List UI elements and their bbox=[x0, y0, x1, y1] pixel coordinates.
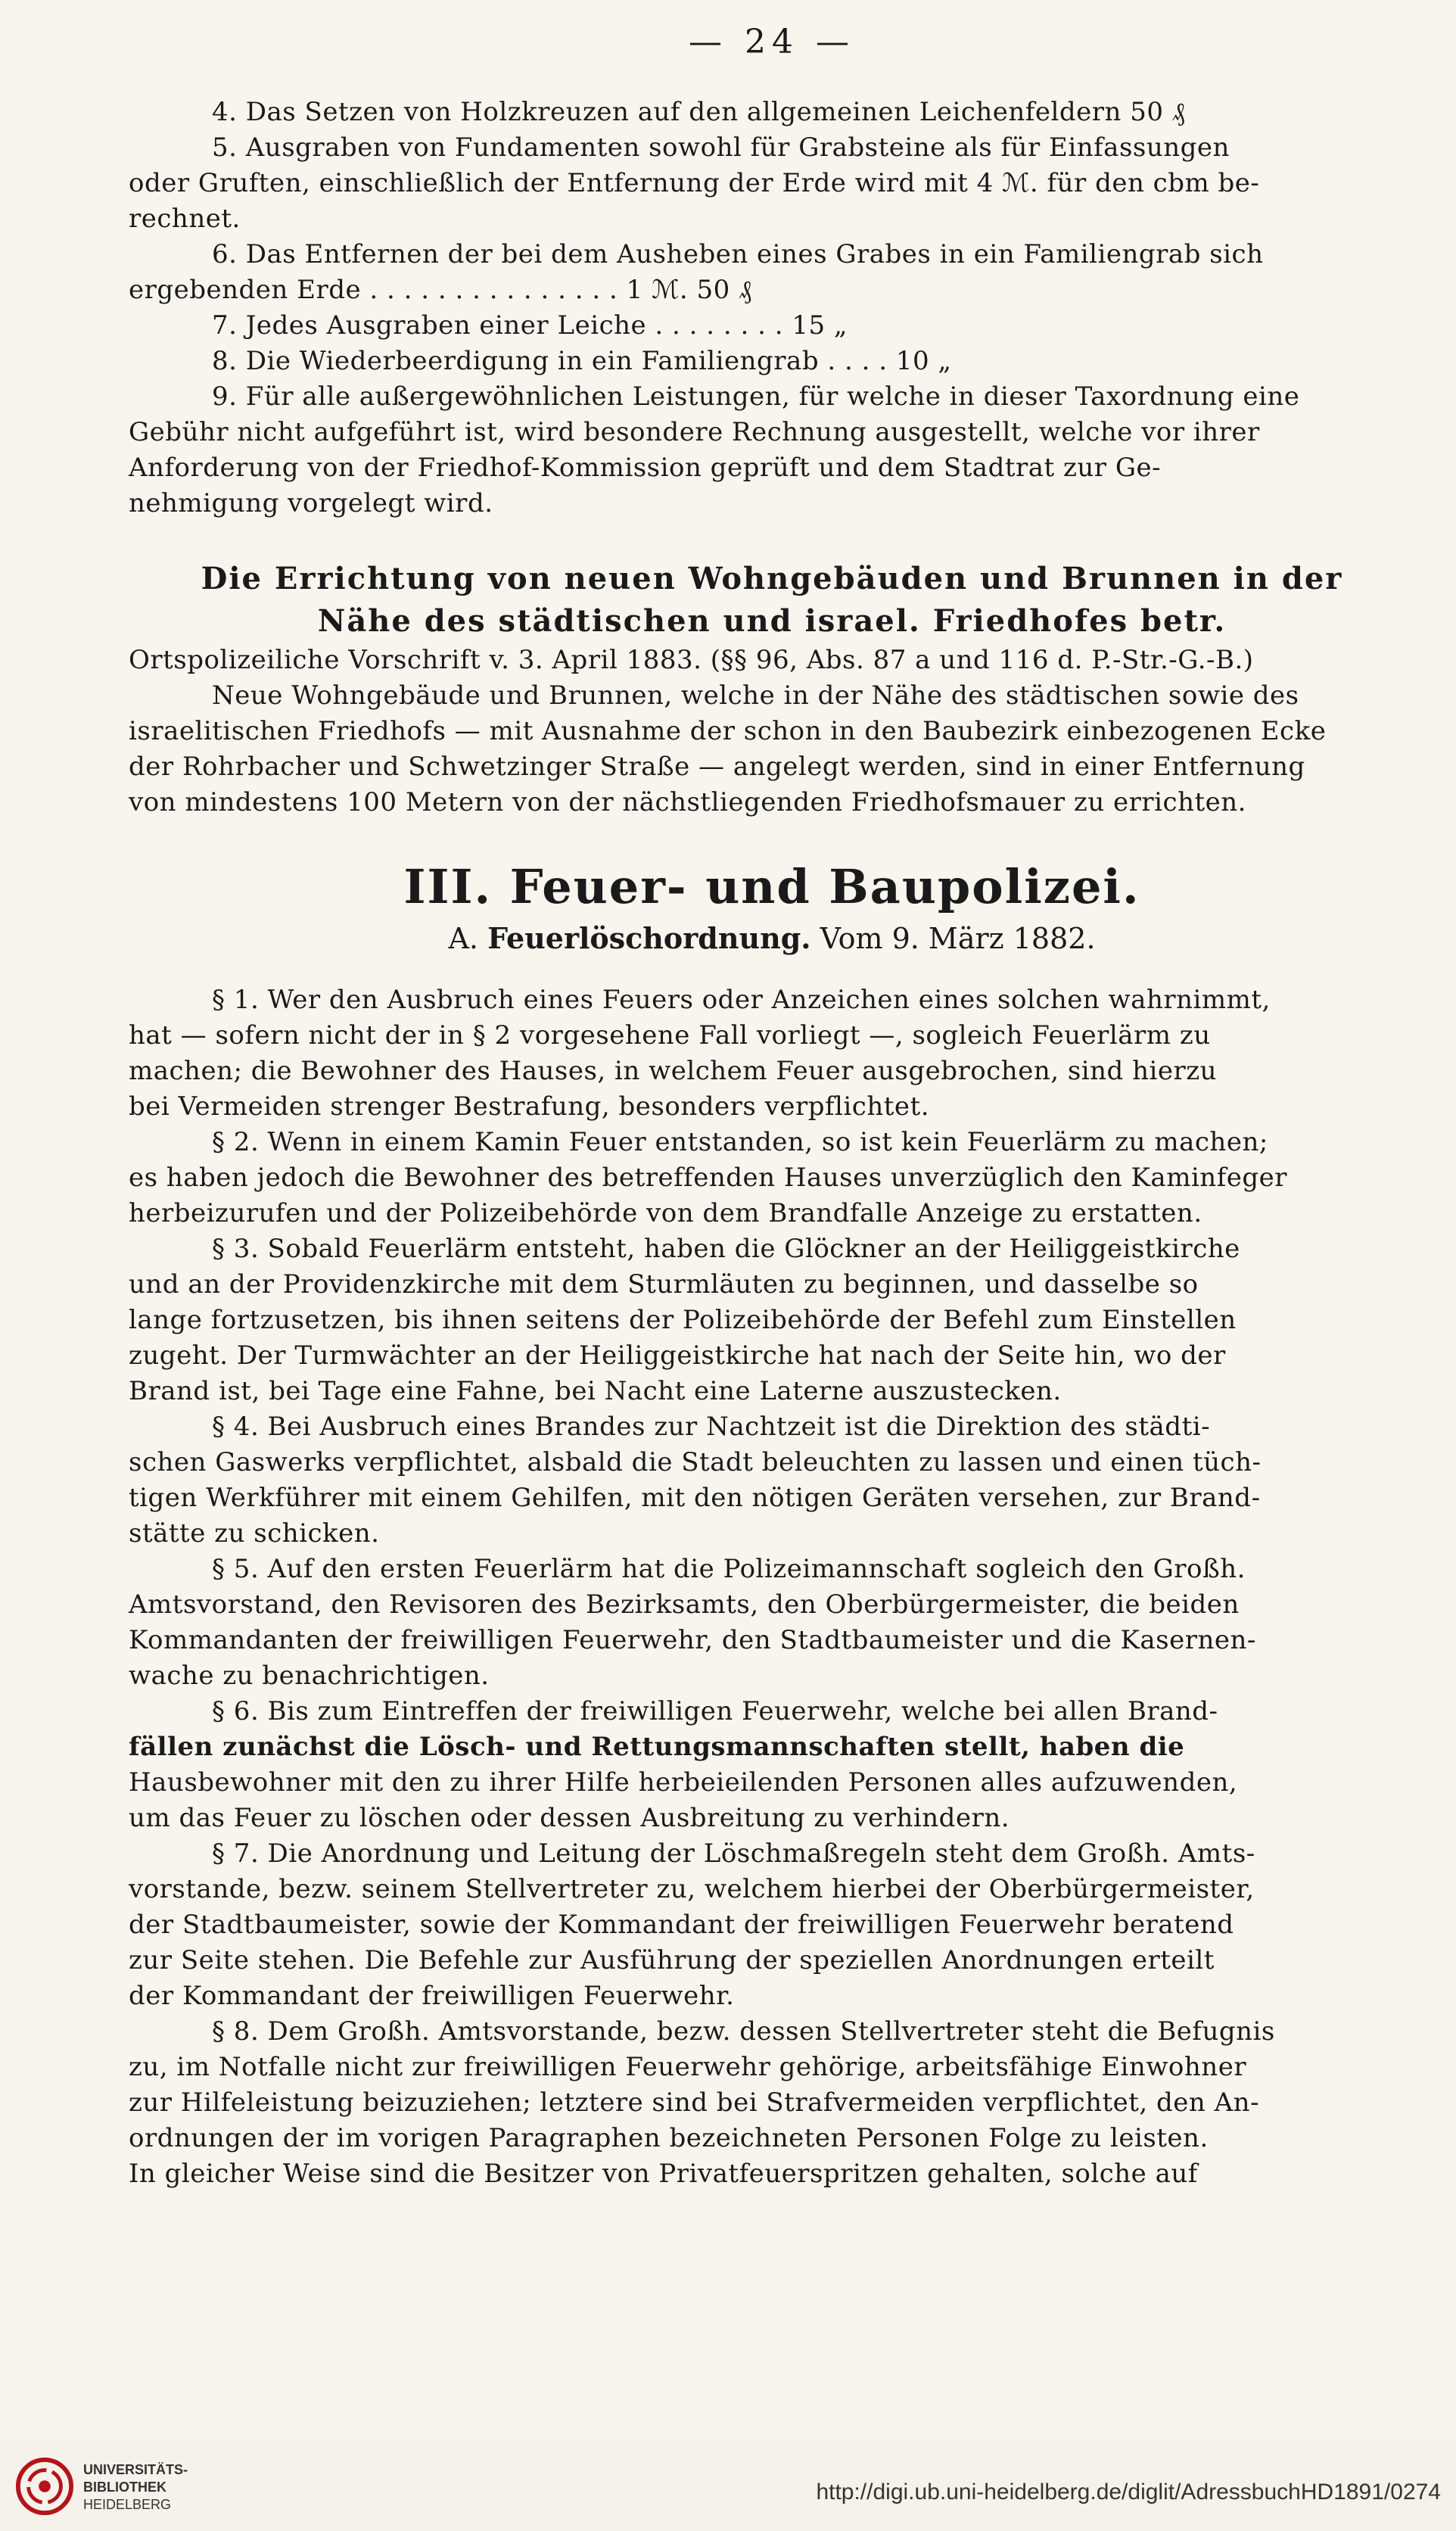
paragraph-7-line2: vorstande, bezw. seinem Stellvertreter zu, welchem hierbei der Oberbürgermeister, bbox=[129, 1874, 1255, 1904]
paragraph-7-line3: der Stadtbaumeister, sowie der Kommandant der freiwilligen Feuerwehr beratend bbox=[129, 1910, 1234, 1940]
paragraph-6-line1: § 6. Bis zum Eintreffen der freiwilligen Feuerwehr, welche bei allen Brand- bbox=[212, 1696, 1218, 1726]
paragraph-5-line3: Kommandanten der freiwilligen Feuerwehr, den Stadtbaumeister und die Kasernen- bbox=[129, 1625, 1256, 1655]
paragraph-5-line2: Amtsvorstand, den Revisoren des Bezirksamts, den Oberbürgermeister, die beiden bbox=[129, 1589, 1240, 1620]
paragraph-3 bbox=[129, 1231, 1415, 1409]
paragraph-7-line4: zur Seite stehen. Die Befehle zur Ausführung der speziellen Anordnungen erteilt bbox=[129, 1945, 1215, 1975]
paragraph-6-line3: Hausbewohner mit den zu ihrer Hilfe herbeieilenden Personen alles aufzuwenden, bbox=[129, 1767, 1238, 1798]
page-number: — 24 — bbox=[689, 23, 855, 61]
paragraph-4-line4: stätte zu schicken. bbox=[129, 1518, 380, 1549]
paragraph-8-line2: zu, im Notfalle nicht zur freiwilligen Feuerwehr gehörige, arbeitsfähige Einwohner bbox=[129, 2052, 1247, 2082]
library-name-line2: BIBLIOTHEK bbox=[83, 2480, 166, 2495]
paragraph-2-line2: es haben jedoch die Bewohner des betreffenden Hauses unverzüglich den Kaminfeger bbox=[129, 1163, 1288, 1193]
tariff-item-8: 8. Die Wiederbeerdigung in ein Familiengrab . . . . 10 „ bbox=[212, 346, 952, 376]
document-page bbox=[129, 15, 1415, 2192]
digitization-footer bbox=[0, 2440, 1456, 2531]
paragraph-6-line2: fällen zunächst die Lösch- und Rettungsmannschaften stellt, haben die bbox=[129, 1732, 1185, 1762]
paragraph-5 bbox=[129, 1552, 1415, 1694]
paragraph-4-line3: tigen Werkführer mit einem Gehilfen, mit den nötigen Geräten versehen, zur Brand- bbox=[129, 1483, 1261, 1513]
paragraph-8-line5: In gleicher Weise sind die Besitzer von Privatfeuerspritzen gehalten, solche auf bbox=[129, 2159, 1198, 2189]
tariff-item-7: 7. Jedes Ausgraben einer Leiche . . . . . . . . 15 „ bbox=[212, 310, 848, 341]
paragraph-6-line4: um das Feuer zu löschen oder dessen Ausbreitung zu verhindern. bbox=[129, 1803, 1010, 1833]
paragraph-1-line1: § 1. Wer den Ausbruch eines Feuers oder Anzeichen eines solchen wahrnimmt, bbox=[212, 985, 1271, 1015]
paragraph-3-line5: Brand ist, bei Tage eine Fahne, bei Nacht eine Laterne auszustecken. bbox=[129, 1376, 1062, 1406]
section-iii-title: III. Feuer- und Baupolizei. bbox=[403, 859, 1140, 914]
wells-heading-line1: Die Errichtung von neuen Wohngebäuden und Brunnen in der bbox=[201, 561, 1343, 596]
paragraph-3-line1: § 3. Sobald Feuerlärm entsteht, haben die Glöckner an der Heiliggeistkirche bbox=[212, 1234, 1240, 1264]
paragraph-4-line2: schen Gaswerks verpflichtet, alsbald die Stadt beleuchten zu lassen und einen tüch- bbox=[129, 1447, 1262, 1477]
subsection-date: Vom 9. März 1882. bbox=[820, 922, 1096, 955]
wells-body-line3: der Rohrbacher und Schwetzinger Straße — angelegt werden, sind in einer Entfernung bbox=[129, 752, 1305, 782]
tariff-item-9-line2: Gebühr nicht aufgeführt ist, wird besondere Rechnung ausgestellt, welche vor ihrer bbox=[129, 417, 1260, 447]
paragraph-6 bbox=[129, 1694, 1415, 1836]
paragraph-3-line4: zugeht. Der Turmwächter an der Heiliggeistkirche hat nach der Seite hin, wo der bbox=[129, 1340, 1226, 1371]
paragraph-5-line4: wache zu benachrichtigen. bbox=[129, 1661, 490, 1691]
tariff-item-5-line2: oder Gruften, einschließlich der Entfernung der Erde wird mit 4 ℳ. für den cbm be- bbox=[129, 168, 1260, 198]
tariff-item-6-line1: 6. Das Entfernen der bei dem Ausheben eines Grabes in ein Familiengrab sich bbox=[212, 239, 1264, 269]
paragraph-5-line1: § 5. Auf den ersten Feuerlärm hat die Polizeimannschaft sogleich den Großh. bbox=[212, 1554, 1246, 1584]
subsection-name: Feuerlöschordnung. bbox=[487, 921, 811, 955]
tariff-item-6-line2: ergebenden Erde . . . . . . . . . . . . . . . 1 ℳ. 50 ₰ bbox=[129, 275, 752, 305]
paragraph-1-line3: machen; die Bewohner des Hauses, in welchem Feuer ausgebrochen, sind hierzu bbox=[129, 1056, 1218, 1086]
source-url-link[interactable]: http://digi.ub.uni-heidelberg.de/diglit/AdressbuchHD1891/0274 bbox=[816, 2480, 1441, 2505]
tariff-item-4: 4. Das Setzen von Holzkreuzen auf den allgemeinen Leichenfeldern 50 ₰ bbox=[212, 97, 1186, 127]
subsection-a-title bbox=[129, 917, 1415, 960]
paragraph-1-line4: bei Vermeiden strenger Bestrafung, besonders verpflichtet. bbox=[129, 1091, 929, 1122]
wells-regulation-ref: Ortspolizeiliche Vorschrift v. 3. April 1883. (§§ 96, Abs. 87 a und 116 d. P.-Str.-G.-B.) bbox=[129, 645, 1254, 675]
paragraph-7-line1: § 7. Die Anordnung und Leitung der Löschmaßregeln steht dem Großh. Amts- bbox=[212, 1838, 1255, 1869]
university-library-logo-icon bbox=[15, 2457, 74, 2516]
paragraph-8-line3: zur Hilfeleistung beizuziehen; letztere sind bei Strafvermeiden verpflichtet, den An- bbox=[129, 2087, 1260, 2118]
tariff-list bbox=[129, 95, 1415, 521]
library-name-line3: HEIDELBERG bbox=[83, 2497, 172, 2512]
tariff-item-5-line1: 5. Ausgraben von Fundamenten sowohl für Grabsteine als für Einfassungen bbox=[212, 132, 1230, 163]
paragraph-4-line1: § 4. Bei Ausbruch eines Brandes zur Nachtzeit ist die Direktion des städti- bbox=[212, 1412, 1211, 1442]
section-iii-paragraphs bbox=[129, 982, 1415, 2192]
wells-body-line1: Neue Wohngebäude und Brunnen, welche in der Nähe des städtischen sowie des bbox=[212, 680, 1299, 711]
wells-body-line2: israelitischen Friedhofs — mit Ausnahme der schon in den Baubezirk einbezogenen Ecke bbox=[129, 716, 1327, 746]
paragraph-2 bbox=[129, 1125, 1415, 1231]
paragraph-8-line1: § 8. Dem Großh. Amtsvorstande, bezw. dessen Stellvertreter steht die Befugnis bbox=[212, 2016, 1275, 2047]
paragraph-7-line5: der Kommandant der freiwilligen Feuerwehr. bbox=[129, 1981, 735, 2011]
paragraph-8 bbox=[129, 2014, 1415, 2192]
wells-heading-line2: Nähe des städtischen und israel. Friedhofes betr. bbox=[317, 603, 1227, 639]
paragraph-1-line2: hat — sofern nicht der in § 2 vorgesehene Fall vorliegt —, sogleich Feuerlärm zu bbox=[129, 1020, 1211, 1051]
tariff-item-9-line3: Anforderung von der Friedhof-Kommission geprüft und dem Stadtrat zur Ge- bbox=[129, 453, 1162, 483]
wells-section bbox=[129, 558, 1415, 820]
paragraph-8-line4: ordnungen der im vorigen Paragraphen bezeichneten Personen Folge zu leisten. bbox=[129, 2123, 1209, 2153]
subsection-letter: A. bbox=[448, 922, 478, 955]
tariff-item-9-line4: nehmigung vorgelegt wird. bbox=[129, 488, 493, 518]
tariff-item-5-line3: rechnet. bbox=[129, 204, 241, 234]
tariff-item-9-line1: 9. Für alle außergewöhnlichen Leistungen, für welche in dieser Taxordnung eine bbox=[212, 381, 1300, 412]
paragraph-3-line2: und an der Providenzkirche mit dem Sturmläuten zu beginnen, und dasselbe so bbox=[129, 1269, 1199, 1300]
paragraph-4 bbox=[129, 1409, 1415, 1552]
library-name bbox=[83, 2461, 188, 2514]
paragraph-7 bbox=[129, 1836, 1415, 2014]
paragraph-1 bbox=[129, 982, 1415, 1125]
paragraph-2-line1: § 2. Wenn in einem Kamin Feuer entstanden, so ist kein Feuerlärm zu machen; bbox=[212, 1127, 1268, 1157]
library-name-line1: UNIVERSITÄTS- bbox=[83, 2462, 188, 2477]
wells-body-line4: von mindestens 100 Metern von der nächstliegenden Friedhofsmauer zu errichten. bbox=[129, 787, 1246, 817]
paragraph-3-line3: lange fortzusetzen, bis ihnen seitens der Polizeibehörde der Befehl zum Einstellen bbox=[129, 1305, 1237, 1335]
paragraph-2-line3: herbeizurufen und der Polizeibehörde von dem Brandfalle Anzeige zu erstatten. bbox=[129, 1198, 1202, 1228]
